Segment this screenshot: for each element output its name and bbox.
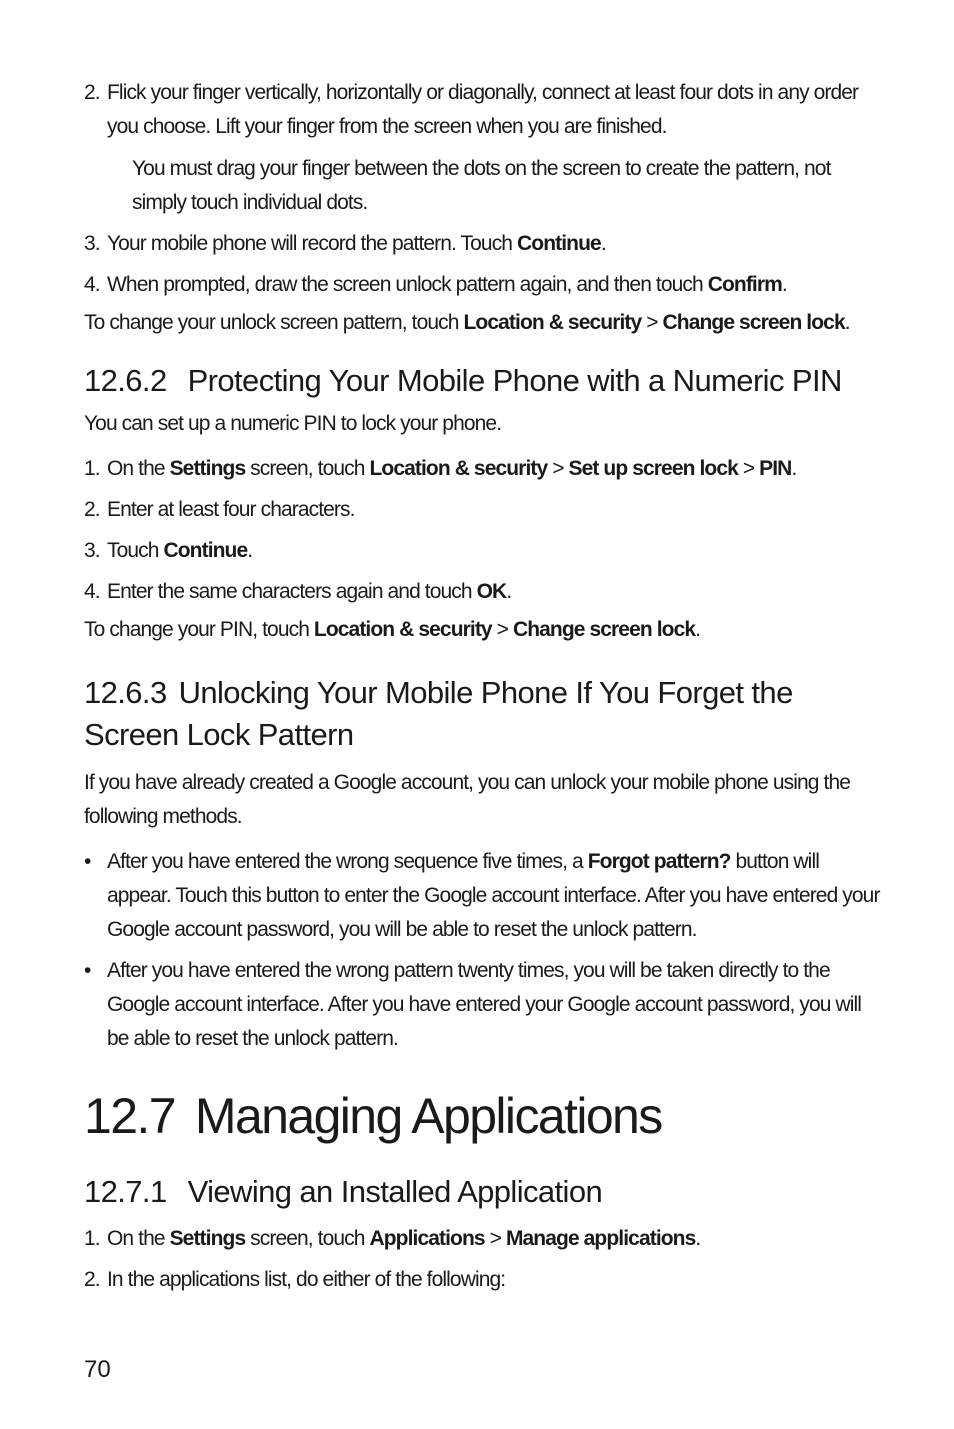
pattern-step-2: 2. Flick your finger vertically, horizontally or diagonally, connect at least four dots in any order you choose. Lift your finger from the screen when you are finished. [84,81,859,138]
pin-step-2: 2. Enter at least four characters. [84,498,355,521]
forgot-bullet-1: • After you have entered the wrong sequence five times, a Forgot pattern? button will appear. Touch this button to enter the Google account interface. After you have entered your Google account password, you will be able to reset the unlock pattern. [84,850,880,941]
pattern-change-note: To change your unlock screen pattern, touch Location & security > Change screen lock. [84,311,850,334]
forgot-bullet-2: • After you have entered the wrong pattern twenty times, you will be taken directly to the Google account interface. After you have entered your Google account password, you will be able to reset the unlock pattern. [84,959,862,1050]
section-heading-12-7-1: 12.7.1 Viewing an Installed Application [84,1174,603,1209]
section-heading-12-7: 12.7 Managing Applications [84,1088,662,1144]
pin-change-note: To change your PIN, touch Location & security > Change screen lock. [84,618,701,641]
apps-step-2: 2. In the applications list, do either of the following: [84,1268,506,1291]
pin-step-4: 4. Enter the same characters again and touch OK. [84,580,512,603]
pattern-note: You must drag your finger between the dots on the screen to create the pattern, not simply touch individual dots. [132,157,831,214]
document-page [84,76,884,1297]
pin-step-3: 3. Touch Continue. [84,539,253,562]
page-number: 70 [84,1356,111,1383]
section-heading-12-6-3: 12.6.3 Unlocking Your Mobile Phone If You Forget the Screen Lock Pattern [84,675,793,752]
pattern-step-4: 4. When prompted, draw the screen unlock pattern again, and then touch Confirm. [84,273,787,296]
pin-step-1: 1. On the Settings screen, touch Location & security > Set up screen lock > PIN. [84,457,797,480]
pattern-step-3: 3. Your mobile phone will record the pattern. Touch Continue. [84,232,606,255]
pin-intro: You can set up a numeric PIN to lock your phone. [84,412,502,435]
forgot-intro: If you have already created a Google account, you can unlock your mobile phone using the following methods. [84,771,851,828]
apps-step-1: 1. On the Settings screen, touch Applications > Manage applications. [84,1227,701,1250]
section-heading-12-6-2: 12.6.2 Protecting Your Mobile Phone with a Numeric PIN [84,363,842,398]
